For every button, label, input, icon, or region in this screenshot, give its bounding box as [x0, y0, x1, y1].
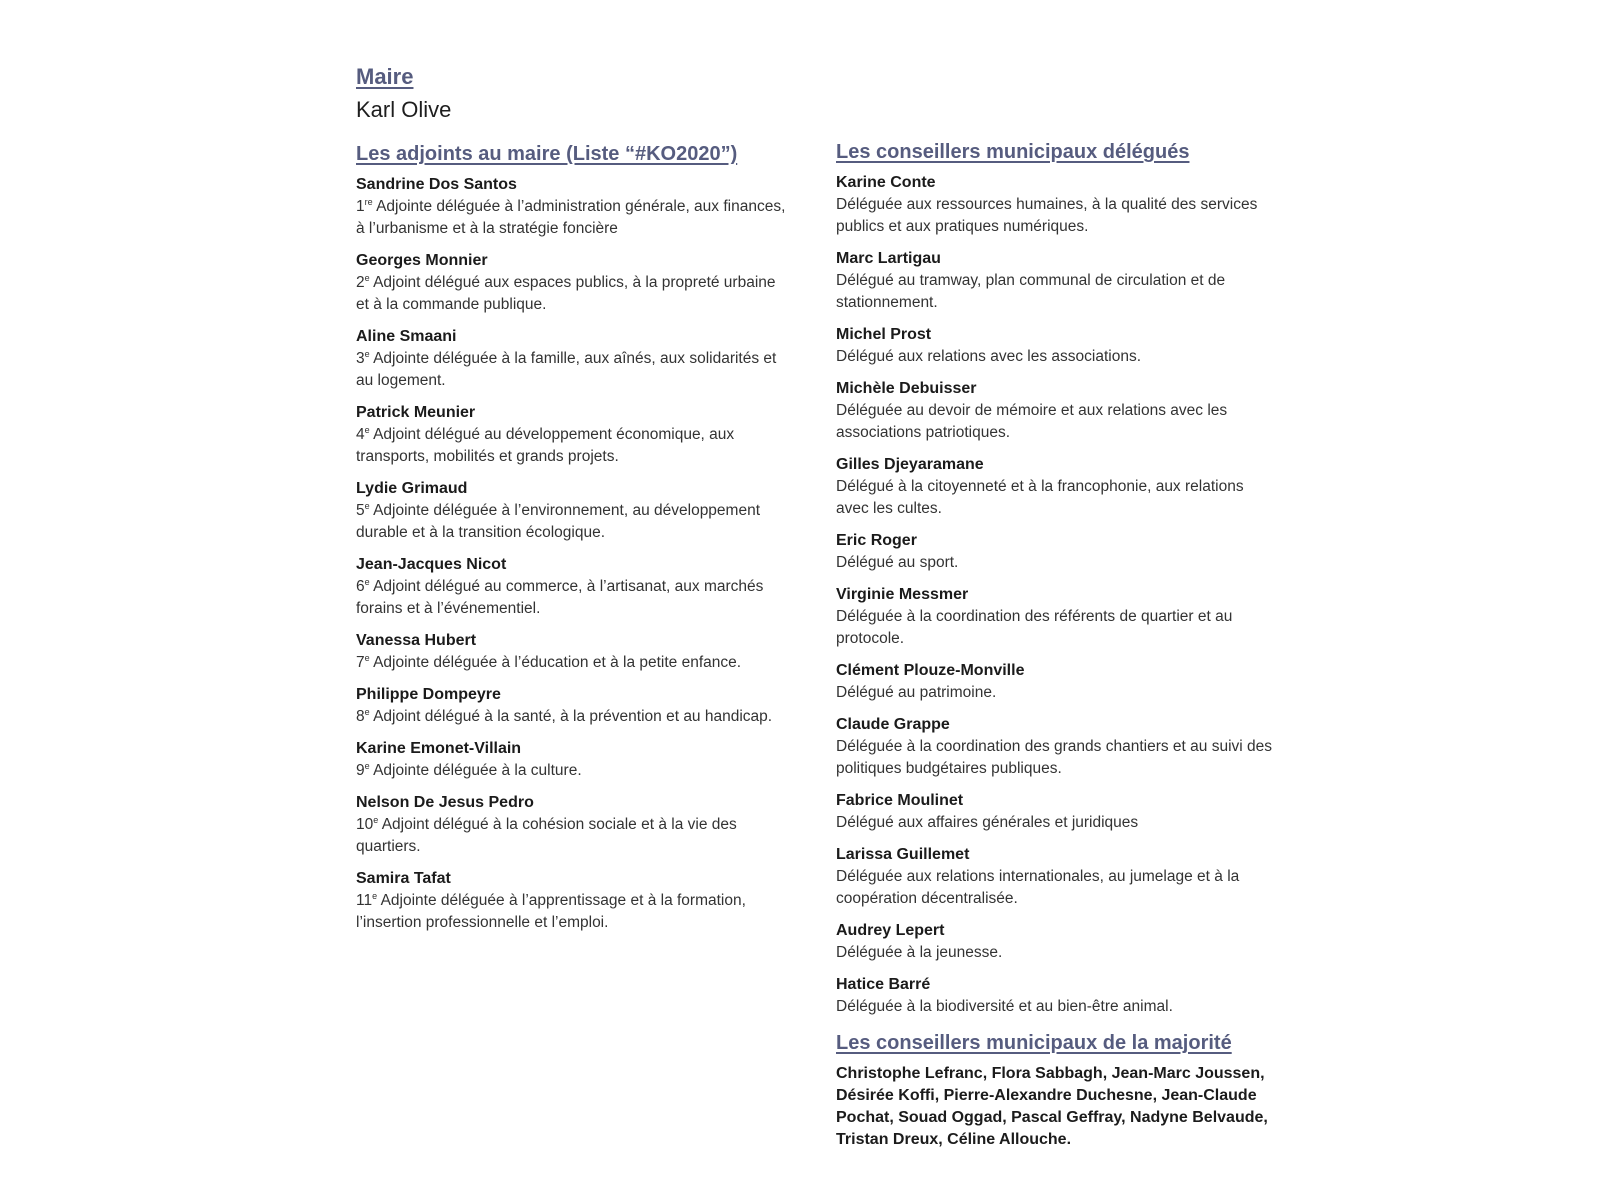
adjoint-name: Sandrine Dos Santos — [356, 176, 517, 193]
delegue-name: Larissa Guillemet — [836, 846, 970, 863]
delegue-name: Michel Prost — [836, 326, 932, 343]
delegue-entry — [836, 324, 1276, 368]
adjoint-role-text: Adjointe déléguée à la culture. — [373, 762, 582, 779]
adjoint-rank-ordinal: e — [364, 706, 370, 717]
delegue-name: Eric Roger — [836, 532, 917, 549]
delegue-name: Gilles Djeyaramane — [836, 456, 984, 473]
adjoint-role-text: Adjoint délégué à la santé, à la prévention et au handicap. — [373, 708, 773, 725]
majorite-heading: Les conseillers municipaux de la majorité — [836, 1032, 1232, 1054]
adjoint-role-text: Adjoint délégué à la cohésion sociale et à la vie des quartiers. — [356, 816, 737, 855]
delegue-entry — [836, 790, 1276, 834]
delegues-heading: Les conseillers municipaux délégués — [836, 141, 1190, 163]
delegue-role: Délégué au patrimoine. — [836, 684, 997, 701]
delegue-role: Déléguée aux relations internationales, au jumelage et à la coopération décentralisée. — [836, 868, 1240, 907]
adjoint-rank-ordinal: e — [364, 348, 370, 359]
adjoint-role — [356, 576, 786, 620]
adjoint-name: Karine Emonet-Villain — [356, 740, 522, 757]
adjoint-name: Philippe Dompeyre — [356, 686, 501, 703]
adjoint-name: Aline Smaani — [356, 328, 457, 345]
adjoint-role-text: Adjoint délégué aux espaces publics, à la propreté urbaine et à la commande publique. — [356, 274, 776, 313]
adjoints-column — [356, 143, 786, 944]
adjoint-rank-ordinal: e — [364, 272, 370, 283]
adjoint-role-text: Adjointe déléguée à l’environnement, au développement durable et à la transition écologique. — [356, 502, 761, 541]
adjoint-entry — [356, 684, 786, 728]
adjoint-rank-ordinal: e — [364, 576, 370, 587]
adjoint-role — [356, 272, 786, 316]
adjoint-rank-ordinal: e — [364, 500, 370, 511]
delegue-entry — [836, 454, 1276, 520]
adjoint-role — [356, 348, 786, 392]
delegue-entry — [836, 584, 1276, 650]
adjoint-role — [356, 500, 786, 544]
adjoint-entry — [356, 402, 786, 468]
adjoint-entry — [356, 326, 786, 392]
adjoint-entry — [356, 554, 786, 620]
delegue-entry — [836, 974, 1276, 1018]
delegue-entry — [836, 248, 1276, 314]
adjoint-rank-ordinal: e — [373, 814, 379, 825]
delegue-entry — [836, 378, 1276, 444]
adjoint-rank-number: 4 — [356, 426, 365, 443]
delegue-role: Délégué aux affaires générales et juridiques — [836, 814, 1139, 831]
delegue-role: Déléguée à la biodiversité et au bien-être animal. — [836, 998, 1173, 1015]
delegue-role: Déléguée à la coordination des référents de quartier et au protocole. — [836, 608, 1233, 647]
delegue-entry — [836, 530, 1276, 574]
delegue-name: Clément Plouze-Monville — [836, 662, 1025, 679]
adjoint-role — [356, 760, 786, 782]
delegue-name: Hatice Barré — [836, 976, 931, 993]
adjoint-role — [356, 652, 786, 674]
adjoint-name: Lydie Grimaud — [356, 480, 468, 497]
delegue-name: Virginie Messmer — [836, 586, 969, 603]
delegue-name: Michèle Debuisser — [836, 380, 977, 397]
delegue-role: Déléguée à la coordination des grands chantiers et au suivi des politiques budgétaires publiques. — [836, 738, 1272, 777]
delegue-entry — [836, 714, 1276, 780]
adjoint-role-text: Adjointe déléguée à la famille, aux aînés, aux solidarités et au logement. — [356, 350, 777, 389]
adjoint-rank-number: 3 — [356, 350, 365, 367]
adjoint-name: Jean-Jacques Nicot — [356, 556, 507, 573]
delegue-name: Fabrice Moulinet — [836, 792, 964, 809]
delegue-name: Audrey Lepert — [836, 922, 945, 939]
adjoint-name: Vanessa Hubert — [356, 632, 477, 649]
adjoint-entry — [356, 630, 786, 674]
mayor-heading: Maire — [356, 64, 414, 89]
delegues-column — [836, 141, 1276, 1151]
adjoint-rank-ordinal: e — [364, 424, 370, 435]
delegue-role: Délégué à la citoyenneté et à la francophonie, aux relations avec les cultes. — [836, 478, 1244, 517]
adjoint-entry — [356, 738, 786, 782]
adjoint-role-text: Adjointe déléguée à l’administration générale, aux finances, à l’urbanisme et à la stratégie foncière — [356, 198, 786, 237]
adjoint-name: Samira Tafat — [356, 870, 451, 887]
adjoint-entry — [356, 174, 786, 240]
mayor-name: Karl Olive — [356, 97, 452, 122]
delegue-name: Claude Grappe — [836, 716, 950, 733]
adjoint-role — [356, 706, 786, 728]
delegue-role: Déléguée à la jeunesse. — [836, 944, 1003, 961]
adjoint-entry — [356, 478, 786, 544]
delegue-role: Déléguée aux ressources humaines, à la qualité des services publics et aux pratiques numériques. — [836, 196, 1258, 235]
adjoint-role-text: Adjoint délégué au commerce, à l’artisanat, aux marchés forains et à l’événementiel. — [356, 578, 764, 617]
delegue-name: Marc Lartigau — [836, 250, 941, 267]
delegue-role: Déléguée au devoir de mémoire et aux relations avec les associations patriotiques. — [836, 402, 1228, 441]
adjoint-rank-ordinal: e — [364, 760, 370, 771]
adjoint-rank-number: 7 — [356, 654, 365, 671]
delegues-list — [836, 172, 1276, 1018]
adjoint-rank-number: 6 — [356, 578, 365, 595]
adjoint-rank-number: 11 — [356, 892, 373, 909]
adjoint-rank-number: 8 — [356, 708, 365, 725]
adjoint-rank-number: 9 — [356, 762, 365, 779]
delegue-role: Délégué au sport. — [836, 554, 959, 571]
adjoint-rank-number: 10 — [356, 816, 374, 833]
adjoint-entry — [356, 792, 786, 858]
adjoint-role — [356, 890, 786, 934]
adjoint-name: Patrick Meunier — [356, 404, 476, 421]
delegue-entry — [836, 844, 1276, 910]
adjoints-heading: Les adjoints au maire (Liste “#KO2020”) — [356, 143, 738, 165]
adjoint-role — [356, 196, 786, 240]
delegue-role: Délégué aux relations avec les associations. — [836, 348, 1142, 365]
delegue-name: Karine Conte — [836, 174, 936, 191]
adjoint-role-text: Adjointe déléguée à l’apprentissage et à la formation, l’insertion professionnelle et l’emploi. — [356, 892, 746, 931]
adjoint-role — [356, 424, 786, 468]
adjoint-role-text: Adjoint délégué au développement économique, aux transports, mobilités et grands projets. — [356, 426, 735, 465]
adjoint-name: Georges Monnier — [356, 252, 488, 269]
adjoint-rank-number: 1 — [356, 198, 365, 215]
adjoint-rank-number: 2 — [356, 274, 365, 291]
majorite-members: Christophe Lefranc, Flora Sabbagh, Jean-Marc Joussen, Désirée Koffi, Pierre-Alexandre Duchesne, Jean-Claude Pochat, Souad Oggad, Pascal Geffray, Nadyne Belvaude, Tristan Dreux, Céline Allouche. — [836, 1065, 1268, 1148]
adjoint-entry — [356, 250, 786, 316]
adjoints-list — [356, 174, 786, 934]
adjoint-rank-number: 5 — [356, 502, 365, 519]
adjoint-rank-ordinal: re — [364, 196, 373, 207]
delegue-entry — [836, 660, 1276, 704]
adjoint-role — [356, 814, 786, 858]
adjoint-rank-ordinal: e — [364, 652, 370, 663]
delegue-entry — [836, 920, 1276, 964]
adjoint-rank-ordinal: e — [372, 890, 378, 901]
delegue-role: Délégué au tramway, plan communal de circulation et de stationnement. — [836, 272, 1226, 311]
adjoint-entry — [356, 868, 786, 934]
delegue-entry — [836, 172, 1276, 238]
adjoint-role-text: Adjointe déléguée à l’éducation et à la petite enfance. — [373, 654, 742, 671]
adjoint-name: Nelson De Jesus Pedro — [356, 794, 534, 811]
